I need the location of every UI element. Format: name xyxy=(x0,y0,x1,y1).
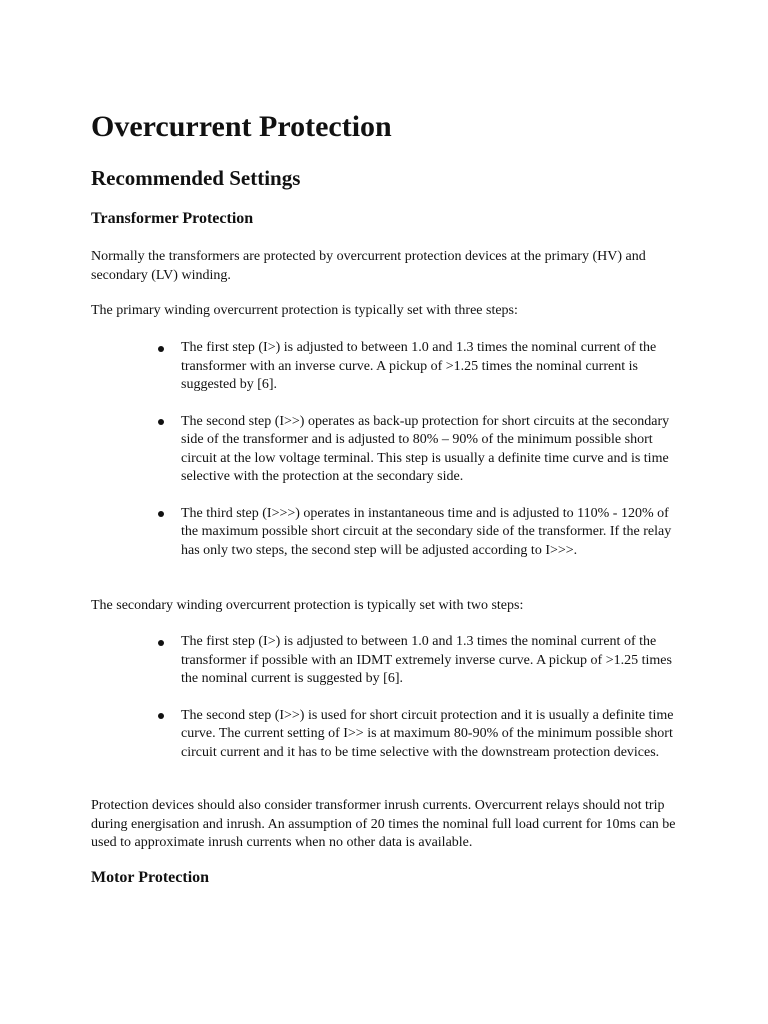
bullet-icon xyxy=(158,713,164,719)
list-item-text: The first step (I>) is adjusted to between 1.0 and 1.3 times the nominal current of the transformer with an inverse curve. A pickup of >1.25 times the nominal current is suggested by [6]. xyxy=(181,340,657,392)
subsection-heading-motor-protection: Motor Protection xyxy=(91,869,210,886)
list-item xyxy=(91,707,681,763)
list-item-text: The second step (I>>) operates as back-up protection for short circuits at the secondary side of the transformer and is adjusted to 80% – 90% of the minimum possible short circuit at the low voltage terminal. This step is usually a definite time curve and is time selective with the protection at the secondary side. xyxy=(181,413,670,484)
section-heading-recommended-settings: Recommended Settings xyxy=(91,166,301,190)
bullet-icon xyxy=(158,640,164,646)
list-item xyxy=(91,505,681,561)
page-title: Overcurrent Protection xyxy=(91,110,392,143)
bullet-icon xyxy=(158,346,164,352)
bullet-icon xyxy=(158,419,164,425)
list-item xyxy=(91,633,681,689)
subsection-heading-transformer-protection: Transformer Protection xyxy=(91,210,254,227)
primary-steps-list xyxy=(91,339,681,560)
list-item xyxy=(91,339,681,395)
secondary-steps-list xyxy=(91,633,681,762)
bullet-icon xyxy=(158,511,164,517)
list-item-text: The second step (I>>) is used for short circuit protection and it is usually a definite time curve. The current setting of I>> is at maximum 80-90% of the minimum possible short circuit current and it has to be time selective with the downstream protection devices. xyxy=(181,707,674,760)
list-item-text: The third step (I>>>) operates in instantaneous time and is adjusted to 110% - 120% of the maximum possible short circuit at the secondary side of the transformer. If the relay has only two steps, the second step will be adjusted according to I>>>. xyxy=(181,505,672,558)
list-item xyxy=(91,413,681,487)
list-item-text: The first step (I>) is adjusted to between 1.0 and 1.3 times the nominal current of the transformer if possible with an IDMT extremely inverse curve. A pickup of >1.25 times the nominal current is suggested by [6]. xyxy=(181,634,672,686)
paragraph-primary-lead: The primary winding overcurrent protection is typically set with three steps: xyxy=(91,303,518,318)
paragraph-secondary-lead: The secondary winding overcurrent protection is typically set with two steps: xyxy=(91,598,524,613)
paragraph-inrush-note: Protection devices should also consider transformer inrush currents. Overcurrent relays should not trip during energisation and inrush. An assumption of 20 times the nominal full load current for 10ms can be used to approximate inrush currents when no other data is available. xyxy=(91,798,676,850)
paragraph-transformer-intro: Normally the transformers are protected by overcurrent protection devices at the primary (HV) and secondary (LV) winding. xyxy=(91,249,646,283)
